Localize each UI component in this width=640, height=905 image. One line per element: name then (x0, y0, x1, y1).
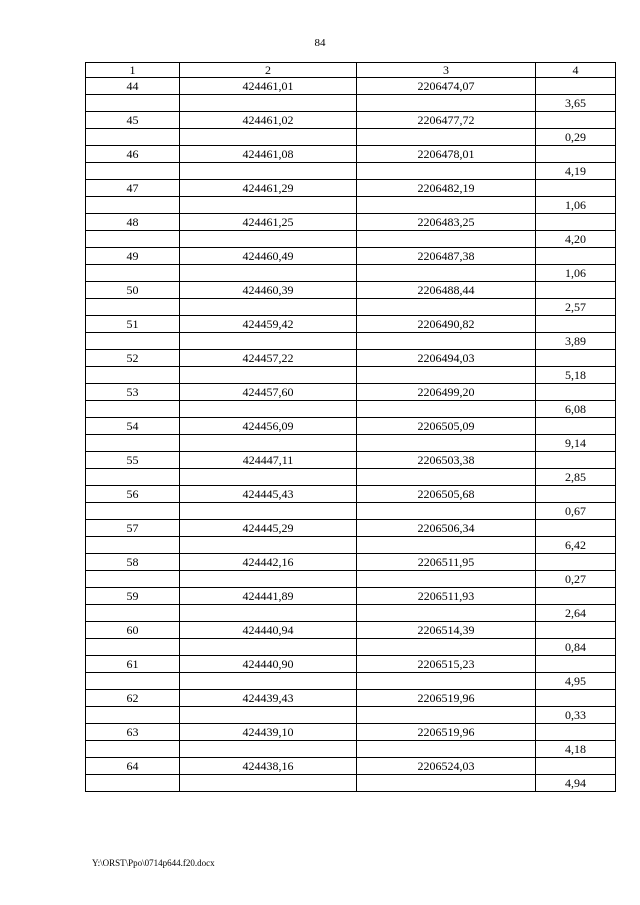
segment-length: 4,19 (536, 163, 616, 180)
empty-cell (86, 537, 180, 554)
empty-cell (86, 265, 180, 282)
x-coordinate: 424461,01 (180, 78, 357, 95)
x-coordinate: 424461,25 (180, 214, 357, 231)
table-row (86, 197, 616, 214)
column-header: 4 (536, 63, 616, 78)
segment-length: 0,84 (536, 639, 616, 656)
x-coordinate: 424459,42 (180, 316, 357, 333)
y-coordinate: 2206490,82 (357, 316, 536, 333)
segment-length: 0,33 (536, 707, 616, 724)
table-row (86, 146, 616, 163)
point-number: 47 (86, 180, 180, 197)
segment-length: 2,64 (536, 605, 616, 622)
y-coordinate: 2206524,03 (357, 758, 536, 775)
segment-length: 2,57 (536, 299, 616, 316)
empty-cell (357, 435, 536, 452)
point-number: 46 (86, 146, 180, 163)
empty-cell (86, 469, 180, 486)
empty-cell (536, 554, 616, 571)
empty-cell (536, 724, 616, 741)
empty-cell (357, 333, 536, 350)
table-row (86, 775, 616, 792)
table-row (86, 639, 616, 656)
segment-length: 3,89 (536, 333, 616, 350)
segment-length: 5,18 (536, 367, 616, 384)
y-coordinate: 2206503,38 (357, 452, 536, 469)
empty-cell (86, 333, 180, 350)
empty-cell (357, 503, 536, 520)
table-row (86, 622, 616, 639)
table-row (86, 367, 616, 384)
empty-cell (180, 231, 357, 248)
point-number: 56 (86, 486, 180, 503)
table-row (86, 316, 616, 333)
table-row (86, 95, 616, 112)
table-body (86, 78, 616, 792)
segment-length: 6,42 (536, 537, 616, 554)
table-row (86, 724, 616, 741)
point-number: 53 (86, 384, 180, 401)
y-coordinate: 2206511,93 (357, 588, 536, 605)
table-row (86, 163, 616, 180)
empty-cell (536, 452, 616, 469)
segment-length: 4,94 (536, 775, 616, 792)
y-coordinate: 2206511,95 (357, 554, 536, 571)
empty-cell (180, 775, 357, 792)
empty-cell (180, 129, 357, 146)
empty-cell (180, 503, 357, 520)
empty-cell (357, 775, 536, 792)
point-number: 45 (86, 112, 180, 129)
y-coordinate: 2206506,34 (357, 520, 536, 537)
empty-cell (357, 197, 536, 214)
table-row (86, 554, 616, 571)
table-row (86, 486, 616, 503)
point-number: 52 (86, 350, 180, 367)
y-coordinate: 2206514,39 (357, 622, 536, 639)
table-row (86, 588, 616, 605)
empty-cell (180, 571, 357, 588)
empty-cell (536, 656, 616, 673)
x-coordinate: 424440,94 (180, 622, 357, 639)
empty-cell (86, 673, 180, 690)
empty-cell (86, 639, 180, 656)
empty-cell (86, 741, 180, 758)
empty-cell (180, 673, 357, 690)
table-row (86, 469, 616, 486)
table-row (86, 452, 616, 469)
column-header: 2 (180, 63, 357, 78)
table-row (86, 707, 616, 724)
empty-cell (180, 265, 357, 282)
page-number: 84 (314, 37, 326, 49)
empty-cell (536, 622, 616, 639)
table-header-row (86, 63, 616, 78)
empty-cell (536, 588, 616, 605)
y-coordinate: 2206515,23 (357, 656, 536, 673)
empty-cell (536, 248, 616, 265)
table-row (86, 129, 616, 146)
y-coordinate: 2206499,20 (357, 384, 536, 401)
empty-cell (86, 197, 180, 214)
x-coordinate: 424461,08 (180, 146, 357, 163)
segment-length: 1,06 (536, 265, 616, 282)
empty-cell (86, 231, 180, 248)
table-row (86, 248, 616, 265)
empty-cell (86, 129, 180, 146)
empty-cell (180, 197, 357, 214)
segment-length: 3,65 (536, 95, 616, 112)
x-coordinate: 424457,60 (180, 384, 357, 401)
table-row (86, 333, 616, 350)
y-coordinate: 2206519,96 (357, 724, 536, 741)
segment-length: 4,18 (536, 741, 616, 758)
empty-cell (536, 146, 616, 163)
table-row (86, 741, 616, 758)
empty-cell (357, 707, 536, 724)
x-coordinate: 424457,22 (180, 350, 357, 367)
point-number: 49 (86, 248, 180, 265)
column-header: 3 (357, 63, 536, 78)
empty-cell (357, 401, 536, 418)
empty-cell (180, 163, 357, 180)
empty-cell (180, 469, 357, 486)
empty-cell (357, 163, 536, 180)
table-row (86, 231, 616, 248)
y-coordinate: 2206477,72 (357, 112, 536, 129)
y-coordinate: 2206519,96 (357, 690, 536, 707)
table-row (86, 673, 616, 690)
table-row (86, 214, 616, 231)
empty-cell (536, 384, 616, 401)
segment-length: 4,95 (536, 673, 616, 690)
x-coordinate: 424461,29 (180, 180, 357, 197)
empty-cell (536, 486, 616, 503)
table-row (86, 78, 616, 95)
table-row (86, 299, 616, 316)
empty-cell (86, 435, 180, 452)
empty-cell (536, 78, 616, 95)
table-row (86, 112, 616, 129)
empty-cell (357, 571, 536, 588)
column-header: 1 (86, 63, 180, 78)
empty-cell (536, 418, 616, 435)
segment-length: 2,85 (536, 469, 616, 486)
point-number: 57 (86, 520, 180, 537)
segment-length: 4,20 (536, 231, 616, 248)
empty-cell (357, 129, 536, 146)
segment-length: 0,29 (536, 129, 616, 146)
point-number: 50 (86, 282, 180, 299)
table-row (86, 520, 616, 537)
point-number: 55 (86, 452, 180, 469)
point-number: 60 (86, 622, 180, 639)
empty-cell (86, 571, 180, 588)
table-row (86, 384, 616, 401)
point-number: 54 (86, 418, 180, 435)
empty-cell (180, 95, 357, 112)
x-coordinate: 424441,89 (180, 588, 357, 605)
segment-length: 6,08 (536, 401, 616, 418)
empty-cell (86, 299, 180, 316)
y-coordinate: 2206487,38 (357, 248, 536, 265)
empty-cell (86, 605, 180, 622)
empty-cell (536, 758, 616, 775)
empty-cell (180, 367, 357, 384)
segment-length: 1,06 (536, 197, 616, 214)
empty-cell (536, 520, 616, 537)
x-coordinate: 424439,43 (180, 690, 357, 707)
y-coordinate: 2206505,09 (357, 418, 536, 435)
table-row (86, 180, 616, 197)
segment-length: 9,14 (536, 435, 616, 452)
y-coordinate: 2206482,19 (357, 180, 536, 197)
x-coordinate: 424445,29 (180, 520, 357, 537)
empty-cell (357, 231, 536, 248)
empty-cell (536, 112, 616, 129)
empty-cell (536, 316, 616, 333)
y-coordinate: 2206483,25 (357, 214, 536, 231)
point-number: 51 (86, 316, 180, 333)
point-number: 48 (86, 214, 180, 231)
segment-length: 0,67 (536, 503, 616, 520)
empty-cell (357, 367, 536, 384)
table-row (86, 350, 616, 367)
x-coordinate: 424442,16 (180, 554, 357, 571)
empty-cell (180, 605, 357, 622)
y-coordinate: 2206488,44 (357, 282, 536, 299)
x-coordinate: 424461,02 (180, 112, 357, 129)
empty-cell (357, 299, 536, 316)
empty-cell (357, 95, 536, 112)
point-number: 64 (86, 758, 180, 775)
point-number: 59 (86, 588, 180, 605)
empty-cell (180, 639, 357, 656)
table-row (86, 656, 616, 673)
empty-cell (86, 95, 180, 112)
point-number: 61 (86, 656, 180, 673)
y-coordinate: 2206494,03 (357, 350, 536, 367)
empty-cell (357, 265, 536, 282)
x-coordinate: 424460,39 (180, 282, 357, 299)
x-coordinate: 424447,11 (180, 452, 357, 469)
empty-cell (180, 299, 357, 316)
table-row (86, 605, 616, 622)
table-row (86, 758, 616, 775)
empty-cell (86, 163, 180, 180)
y-coordinate: 2206478,01 (357, 146, 536, 163)
empty-cell (536, 180, 616, 197)
empty-cell (180, 401, 357, 418)
point-number: 62 (86, 690, 180, 707)
empty-cell (180, 333, 357, 350)
empty-cell (536, 282, 616, 299)
empty-cell (180, 707, 357, 724)
coordinates-table (85, 62, 616, 792)
empty-cell (357, 673, 536, 690)
empty-cell (86, 367, 180, 384)
empty-cell (357, 537, 536, 554)
y-coordinate: 2206474,07 (357, 78, 536, 95)
table-row (86, 418, 616, 435)
empty-cell (180, 741, 357, 758)
empty-cell (180, 435, 357, 452)
table-row (86, 503, 616, 520)
empty-cell (357, 741, 536, 758)
empty-cell (357, 605, 536, 622)
table-row (86, 537, 616, 554)
empty-cell (357, 639, 536, 656)
empty-cell (536, 214, 616, 231)
x-coordinate: 424445,43 (180, 486, 357, 503)
footer-file-path: Y:\ORST\Ppo\0714p644.f20.docx (92, 858, 215, 868)
point-number: 44 (86, 78, 180, 95)
segment-length: 0,27 (536, 571, 616, 588)
x-coordinate: 424438,16 (180, 758, 357, 775)
table-row (86, 401, 616, 418)
x-coordinate: 424456,09 (180, 418, 357, 435)
x-coordinate: 424439,10 (180, 724, 357, 741)
empty-cell (86, 775, 180, 792)
empty-cell (357, 469, 536, 486)
empty-cell (86, 707, 180, 724)
table-row (86, 265, 616, 282)
table-row (86, 690, 616, 707)
x-coordinate: 424440,90 (180, 656, 357, 673)
empty-cell (86, 503, 180, 520)
x-coordinate: 424460,49 (180, 248, 357, 265)
empty-cell (86, 401, 180, 418)
table-row (86, 435, 616, 452)
point-number: 58 (86, 554, 180, 571)
point-number: 63 (86, 724, 180, 741)
table-row (86, 282, 616, 299)
empty-cell (180, 537, 357, 554)
empty-cell (536, 350, 616, 367)
y-coordinate: 2206505,68 (357, 486, 536, 503)
table-row (86, 571, 616, 588)
empty-cell (536, 690, 616, 707)
